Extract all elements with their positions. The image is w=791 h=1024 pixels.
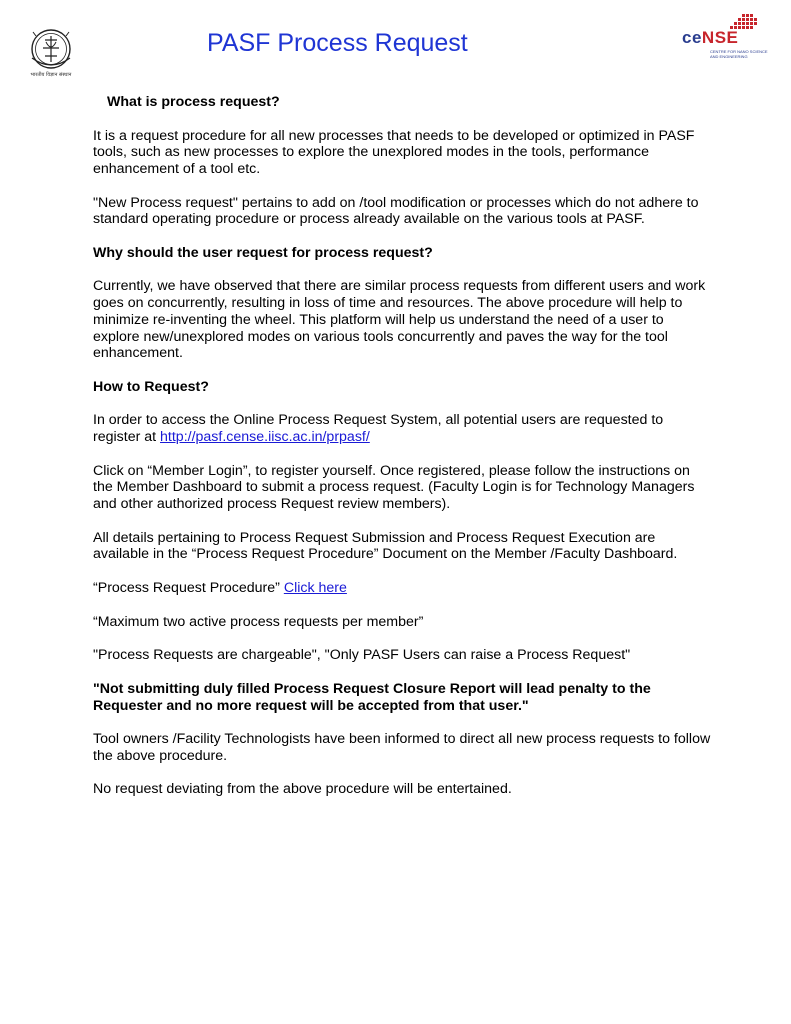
page-header: [0, 0, 791, 90]
heading-what: What is process request?: [107, 94, 280, 110]
cense-wordmark: [682, 29, 738, 47]
iisc-emblem-icon: [22, 28, 80, 82]
cense-tagline-2: AND ENGINEERING: [710, 54, 748, 59]
penalty-notice: "Not submitting duly filled Process Request Closure Report will lead penalty to the Requester and no more request will be accepted from that user.": [93, 680, 651, 714]
iisc-caption: भारतीय विज्ञान संस्थान: [30, 72, 72, 78]
closing-paragraph: No request deviating from the above procedure will be entertained.: [93, 781, 512, 798]
page-title: PASF Process Request: [207, 29, 468, 57]
tool-owners-paragraph: Tool owners /Facility Technologists have been informed to direct all new process requests to follow the above procedure.: [93, 731, 711, 764]
procedure-text: “Process Request Procedure”: [93, 580, 284, 597]
prpasf-link[interactable]: http://pasf.cense.iisc.ac.in/prpasf/: [160, 429, 370, 446]
procedure-line: [93, 580, 713, 597]
why-paragraph-1: Currently, we have observed that there are similar process requests from different users and work goes on concurrently, resulting in loss of time and resources. The above procedure will help to minimize re-inventing the wheel. This platform will help us understand the need of a user to explore new/unexplored modes on various tools concurrently and paves the way for the tool enhancement.: [93, 278, 706, 362]
max-requests-note: “Maximum two active process requests per member”: [93, 613, 424, 630]
iisc-emblem-graphic: [22, 28, 80, 72]
chargeable-note: "Process Requests are chargeable", "Only PASF Users can raise a Process Request": [93, 647, 631, 664]
procedure-click-here-link[interactable]: Click here: [283, 580, 347, 597]
how-paragraph-3: All details pertaining to Process Request Submission and Process Request Execution are available in the “Process Request Procedure” Document on the Member /Faculty Dashboard.: [93, 529, 678, 563]
heading-how: How to Request?: [93, 378, 209, 395]
cense-tagline-1: CENTRE FOR NANO SCIENCE: [710, 49, 768, 54]
what-paragraph-2: "New Process request" pertains to add on /tool modification or processes which do not adhere to standard operating procedure or process already available on the various tools at PASF.: [93, 194, 699, 228]
heading-why: Why should the user request for process request?: [93, 244, 433, 261]
cense-wordmark-part-b: NSE: [701, 28, 739, 47]
cense-wordmark-part-a: ce: [682, 28, 702, 47]
cense-logo-icon: [680, 14, 772, 62]
what-paragraph-1: It is a request procedure for all new processes that needs to be developed or optimized in PASF tools, such as new processes to explore the unexplored modes in the tools, performance enhancement of a tool etc.: [93, 127, 695, 177]
how-paragraph-2: Click on “Member Login”, to register yourself. Once registered, please follow the instructions on the Member Dashboard to submit a process request. (Faculty Login is for Technology Managers and other authorized process Request review members).: [93, 462, 695, 513]
how-paragraph-1: [93, 412, 713, 445]
how-paragraph-1-text: In order to access the Online Process Request System, all potential users are requested to register at: [93, 412, 664, 446]
document-body: [93, 94, 713, 798]
